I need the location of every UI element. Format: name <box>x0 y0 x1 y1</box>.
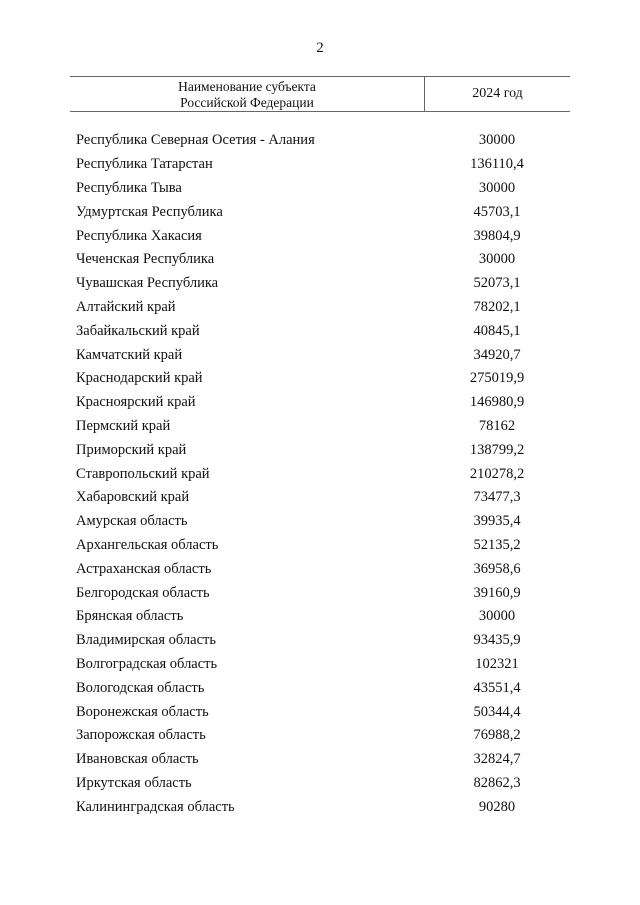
value-cell: 39935,4 <box>473 513 521 530</box>
table-row <box>70 391 570 415</box>
value-cell: 30000 <box>478 251 516 268</box>
subject-name-cell: Белгородская область <box>76 584 210 601</box>
value-cell: 43551,4 <box>473 679 521 696</box>
subject-name-cell: Республика Тыва <box>76 179 182 196</box>
table-row <box>70 272 570 296</box>
subject-name-cell: Ивановская область <box>76 751 199 768</box>
table-row <box>70 510 570 534</box>
table-row <box>70 676 570 700</box>
subject-name-cell: Пермский край <box>76 417 171 434</box>
table-row <box>70 700 570 724</box>
subject-name-cell: Ставропольский край <box>76 465 210 482</box>
value-cell: 40845,1 <box>473 322 521 339</box>
value-cell: 50344,4 <box>473 703 521 720</box>
subject-name-cell: Чувашская Республика <box>76 275 219 292</box>
table-row <box>70 319 570 343</box>
header-year: 2024 год <box>424 77 570 111</box>
value-cell: 275019,9 <box>469 370 525 387</box>
subject-name-cell: Иркутская область <box>76 774 192 791</box>
value-cell: 76988,2 <box>473 727 521 744</box>
value-cell: 45703,1 <box>473 203 521 220</box>
header-subject-name-line2: Российской Федерации <box>180 95 314 110</box>
table-row <box>70 724 570 748</box>
table-row <box>70 129 570 153</box>
table-row <box>70 534 570 558</box>
subject-name-cell: Амурская область <box>76 513 188 530</box>
table-body <box>70 129 570 819</box>
subject-name-cell: Краснодарский край <box>76 370 203 387</box>
value-cell: 73477,3 <box>473 489 521 506</box>
subject-name-cell: Республика Татарстан <box>76 156 213 173</box>
subject-name-cell: Калининградская область <box>76 798 235 815</box>
value-cell: 210278,2 <box>469 465 525 482</box>
subject-name-cell: Владимирская область <box>76 632 216 649</box>
value-cell: 52073,1 <box>473 275 521 292</box>
table-row <box>70 581 570 605</box>
value-cell: 82862,3 <box>473 774 521 791</box>
table-header <box>70 76 570 112</box>
table-row <box>70 224 570 248</box>
table-row <box>70 367 570 391</box>
table-row <box>70 343 570 367</box>
table-row <box>70 438 570 462</box>
table-row <box>70 200 570 224</box>
value-cell: 32824,7 <box>473 751 521 768</box>
subject-name-cell: Вологодская область <box>76 679 205 696</box>
subject-name-cell: Архангельская область <box>76 536 219 553</box>
value-cell: 30000 <box>478 179 516 196</box>
table-row <box>70 748 570 772</box>
table-row <box>70 462 570 486</box>
value-cell: 93435,9 <box>473 632 521 649</box>
table-row <box>70 415 570 439</box>
value-cell: 36958,6 <box>473 560 521 577</box>
table-row <box>70 629 570 653</box>
subject-name-cell: Хабаровский край <box>76 489 190 506</box>
subject-name-cell: Удмуртская Республика <box>76 203 223 220</box>
subject-name-cell: Красноярский край <box>76 394 196 411</box>
value-cell: 90280 <box>478 798 516 815</box>
subject-name-cell: Воронежская область <box>76 703 209 720</box>
header-subject-name-line1: Наименование субъекта <box>178 79 316 94</box>
subject-name-cell: Республика Северная Осетия - Алания <box>76 132 315 149</box>
table-row <box>70 153 570 177</box>
subject-name-cell: Запорожская область <box>76 727 206 744</box>
value-cell: 52135,2 <box>473 536 521 553</box>
value-cell: 34920,7 <box>473 346 521 363</box>
header-subject-name <box>70 77 424 111</box>
table-row <box>70 772 570 796</box>
value-cell: 146980,9 <box>469 394 525 411</box>
subject-name-cell: Забайкальский край <box>76 322 200 339</box>
value-cell: 39160,9 <box>473 584 521 601</box>
table-row <box>70 486 570 510</box>
value-cell: 78162 <box>478 417 516 434</box>
table-row <box>70 605 570 629</box>
subject-name-cell: Алтайский край <box>76 298 176 315</box>
value-cell: 30000 <box>478 608 516 625</box>
table-row <box>70 177 570 201</box>
subject-name-cell: Приморский край <box>76 441 187 458</box>
value-cell: 136110,4 <box>470 156 524 173</box>
value-cell: 102321 <box>475 655 519 672</box>
subject-name-cell: Брянская область <box>76 608 184 625</box>
subject-name-cell: Республика Хакасия <box>76 227 202 244</box>
value-cell: 39804,9 <box>473 227 521 244</box>
table-row <box>70 248 570 272</box>
data-table <box>70 76 570 819</box>
subject-name-cell: Астраханская область <box>76 560 212 577</box>
table-row <box>70 296 570 320</box>
table-row <box>70 557 570 581</box>
subject-name-cell: Камчатский край <box>76 346 183 363</box>
subject-name-cell: Чеченская Республика <box>76 251 215 268</box>
subject-name-cell: Волгоградская область <box>76 655 218 672</box>
value-cell: 30000 <box>478 132 516 149</box>
value-cell: 138799,2 <box>469 441 525 458</box>
table-row <box>70 795 570 819</box>
page-number: 2 <box>316 40 324 56</box>
value-cell: 78202,1 <box>473 298 521 315</box>
table-row <box>70 653 570 677</box>
